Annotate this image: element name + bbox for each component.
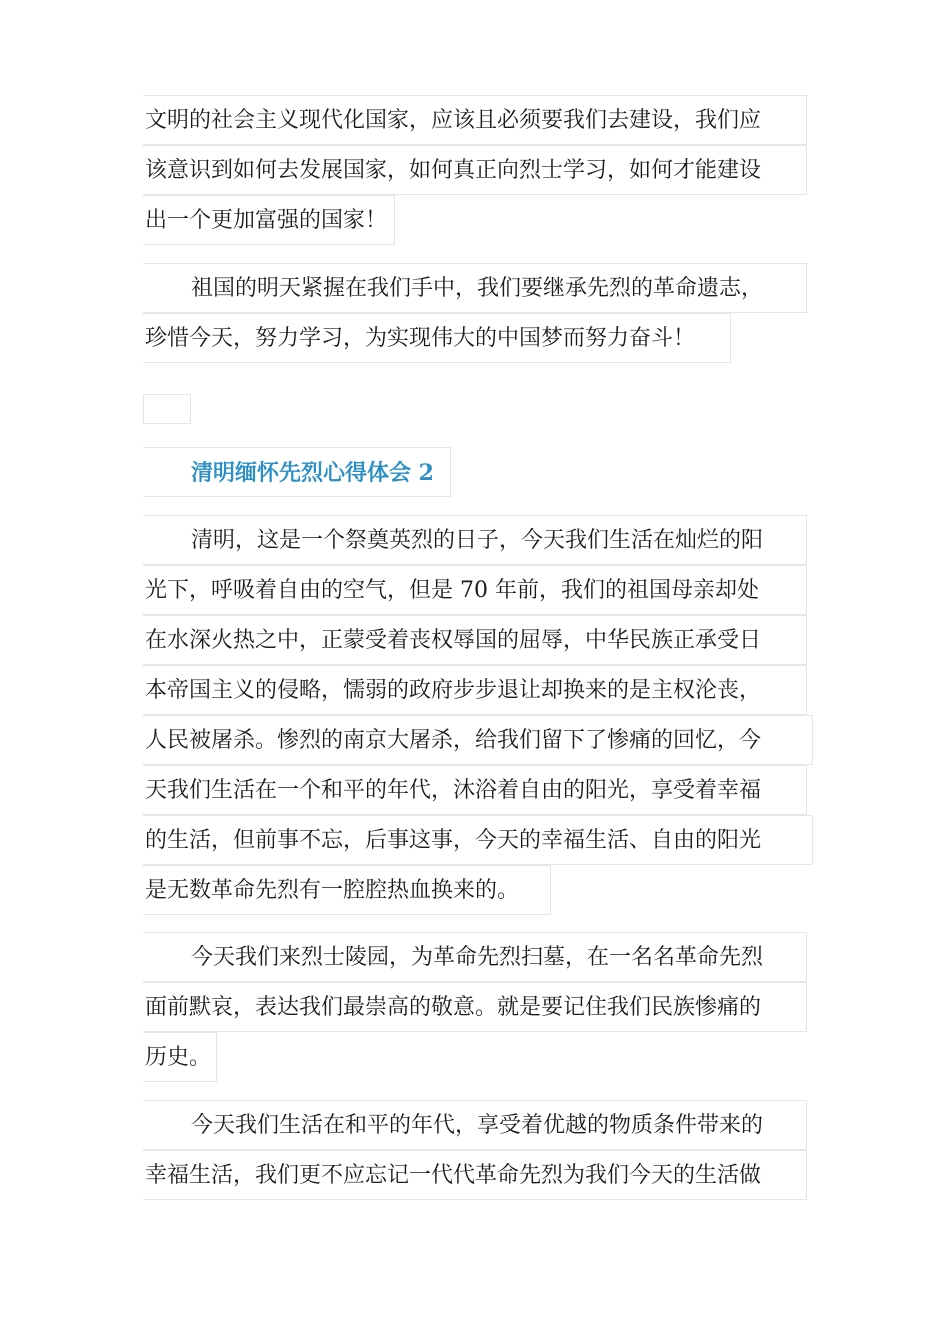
text-line: 人民被屠杀。惨烈的南京大屠杀，给我们留下了惨痛的回忆，今 [143, 715, 813, 765]
text-line: 本帝国主义的侵略，懦弱的政府步步退让却换来的是主权沦丧， [143, 665, 807, 715]
text-line: 今天我们来烈士陵园，为革命先烈扫墓，在一名名革命先烈 [143, 932, 807, 982]
text-line: 的生活，但前事不忘，后事这事，今天的幸福生活、自由的阳光 [143, 815, 813, 865]
text-line: 出一个更加富强的国家！ [143, 195, 395, 245]
heading-text: 清明缅怀先烈心得体会 2 [143, 447, 451, 497]
text-line: 天我们生活在一个和平的年代，沐浴着自由的阳光，享受着幸福 [143, 765, 807, 815]
text-line: 珍惜今天，努力学习，为实现伟大的中国梦而努力奋斗！ [143, 313, 731, 363]
text-line: 今天我们生活在和平的年代，享受着优越的物质条件带来的 [143, 1100, 807, 1150]
text-line: 幸福生活，我们更不应忘记一代代革命先烈为我们今天的生活做 [143, 1150, 807, 1200]
text-line: 清明，这是一个祭奠英烈的日子，今天我们生活在灿烂的阳 [143, 515, 807, 565]
text-line: 该意识到如何去发展国家，如何真正向烈士学习，如何才能建设 [143, 145, 807, 195]
text-line: 文明的社会主义现代化国家，应该且必须要我们去建设，我们应 [143, 95, 807, 145]
text-line: 是无数革命先烈有一腔腔热血换来的。 [143, 865, 551, 915]
text-line: 光下，呼吸着自由的空气，但是 70 年前，我们的祖国母亲却处 [143, 565, 807, 615]
text-line: 在水深火热之中，正蒙受着丧权辱国的屈辱，中华民族正承受日 [143, 615, 807, 665]
text-line: 历史。 [143, 1032, 217, 1082]
text-line: 祖国的明天紧握在我们手中，我们要继承先烈的革命遗志， [143, 263, 807, 313]
empty-line-box [143, 394, 191, 424]
text-line: 面前默哀，表达我们最崇高的敬意。就是要记住我们民族惨痛的 [143, 982, 807, 1032]
